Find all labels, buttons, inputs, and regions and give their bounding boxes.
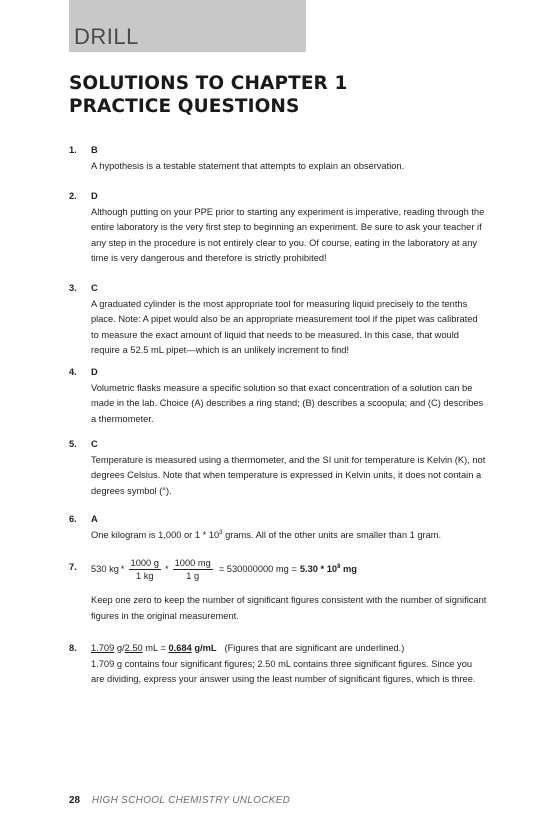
- drill-label: DRILL: [74, 24, 139, 49]
- final-answer: [300, 564, 357, 574]
- page-number: 28: [69, 795, 81, 806]
- page-footer: [69, 795, 290, 806]
- fraction-denominator: 1 g: [186, 570, 200, 581]
- text-before: One kilogram is 1,000 or 1 * 10: [91, 529, 220, 540]
- multiply-sign: *: [120, 564, 125, 574]
- drill-tab: [69, 0, 306, 52]
- question-number: 5.: [69, 439, 77, 449]
- underline-note: (Figures that are significant are underlined.): [224, 643, 405, 653]
- conversion-equation: [91, 553, 357, 585]
- question-number: 7.: [69, 562, 77, 572]
- volume-unit: mL =: [142, 643, 169, 653]
- explanation-text: A hypothesis is a testable statement that attempts to explain an observation.: [91, 160, 405, 171]
- density-unit: g/mL: [191, 643, 217, 653]
- density-answer: [168, 643, 216, 653]
- start-value: 530 kg: [91, 564, 119, 574]
- explanation-text: Keep one zero to keep the number of significant figures consistent with the number of significant figures in the original measurement.: [91, 595, 487, 621]
- question-number: 1.: [69, 145, 77, 155]
- title-line-2: PRACTICE QUESTIONS: [69, 96, 300, 117]
- question-number: 2.: [69, 191, 77, 201]
- question-number: 6.: [69, 514, 77, 524]
- answer-letter: C: [91, 283, 98, 293]
- answer-letter: D: [91, 191, 98, 201]
- explanation-text: Temperature is measured using a thermometer, and the SI unit for temperature is Kelvin (K), not degrees Celsius. Note that when temperature is expressed in Kelvin units, it does not contain a degrees symbol (°).: [91, 454, 486, 496]
- explanation-text: Volumetric flasks measure a specific solution so that exact concentration of a solution can be made in the lab. Choice (A) describes a ring stand; (B) describes a scoopula; and (C) describes a thermometer.: [91, 382, 484, 424]
- text-after: grams. All of the other units are smaller than 1 gram.: [222, 529, 442, 540]
- answer-letter: C: [91, 439, 98, 449]
- density-value: 0.684: [168, 643, 192, 653]
- book-title: HIGH SCHOOL CHEMISTRY UNLOCKED: [91, 795, 291, 806]
- explanation-text: A graduated cylinder is the most appropriate tool for measuring liquid precisely to the tenths place. Note: A pipet would also be an appropriate measurement tool if the pipet was calibrated to measure the exact amount of liquid that needs to be measured. In this case, that would require a 52.5 mL pipet—which is an unlikely increment to find!: [91, 298, 478, 355]
- answer-letter: A: [91, 514, 98, 524]
- division-equation: [91, 641, 404, 657]
- fraction-denominator: 1 kg: [135, 570, 154, 581]
- answer-unit: mg: [340, 564, 357, 574]
- explanation-text: [91, 528, 487, 544]
- answer-exponent: 8: [337, 564, 341, 570]
- fraction-1: [129, 558, 161, 581]
- exponent: 3: [219, 529, 223, 536]
- answer-letter: B: [91, 145, 98, 155]
- volume-value: 2.50: [124, 643, 143, 653]
- question-number: 4.: [69, 367, 77, 377]
- answer-letter: D: [91, 367, 98, 377]
- answer-base: 5.30 * 10: [299, 564, 338, 574]
- title-line-1: SOLUTIONS TO CHAPTER 1: [69, 73, 348, 94]
- question-number: 3.: [69, 283, 77, 293]
- explanation-text: 1.709 g contains four significant figures; 2.50 mL contains three significant figures. Since you are dividing, express your answer using the least number of significant figures, which is three.: [91, 658, 476, 684]
- explanation-text: Although putting on your PPE prior to starting any experiment is imperative, reading through the entire laboratory is the very first step to beginning an experiment. Be sure to ask your teacher if any step in the procedure is not entirely clear to you. Of course, eating in the laboratory at any time is very dangerous and therefore is strictly prohibited!: [91, 206, 485, 263]
- question-number: 8.: [69, 643, 77, 653]
- multiply-sign: *: [164, 564, 169, 574]
- fraction-numerator: 1000 g: [130, 557, 159, 568]
- intermediate-result: = 530000000 mg =: [218, 564, 297, 574]
- mass-value: 1.709: [91, 643, 115, 653]
- fraction-2: [173, 558, 213, 581]
- page-title: [69, 72, 489, 118]
- mass-unit: g/: [114, 643, 125, 653]
- fraction-numerator: 1000 mg: [174, 557, 211, 568]
